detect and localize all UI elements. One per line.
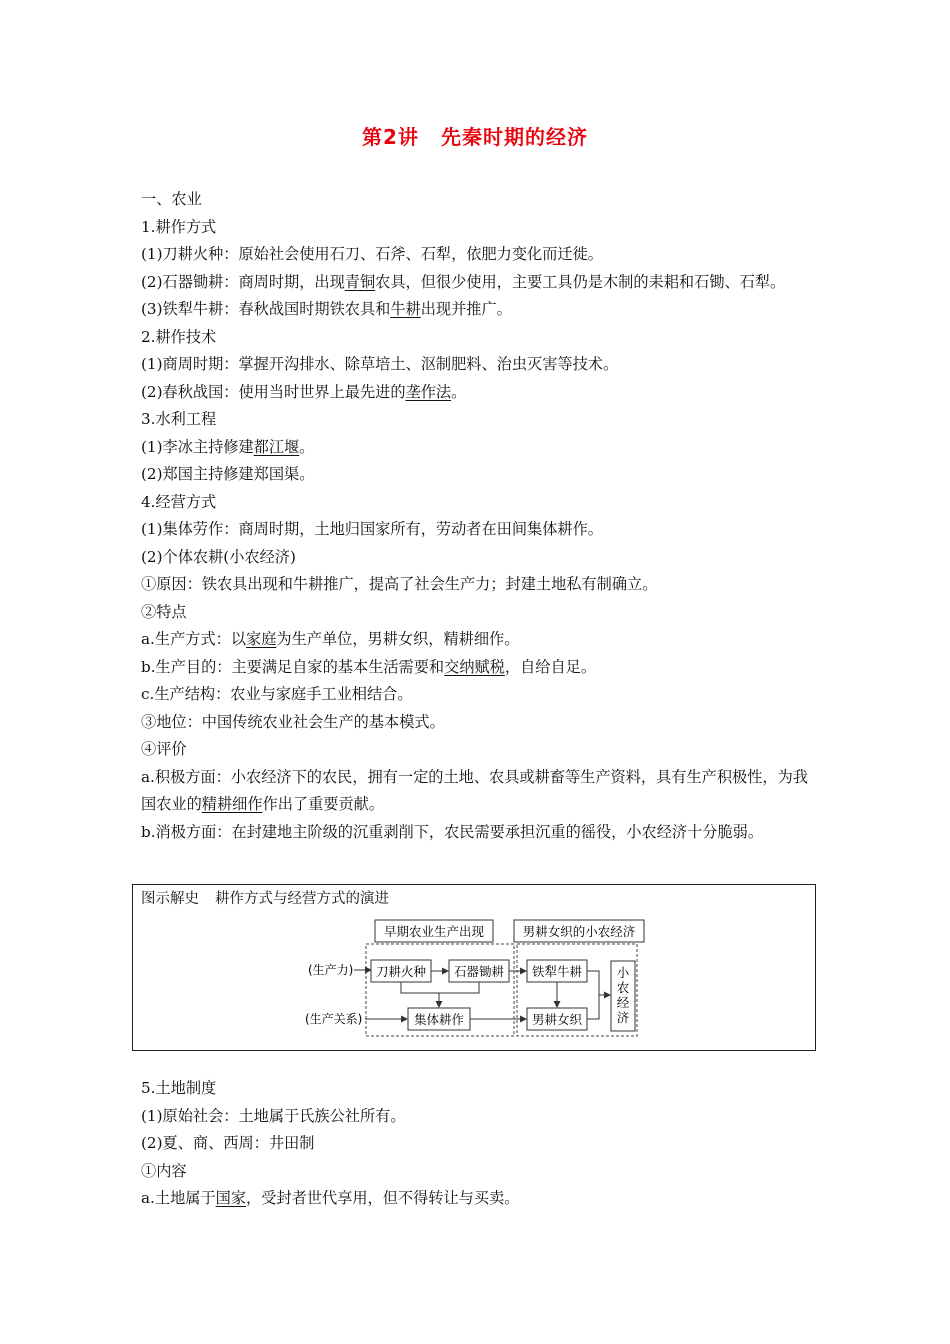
male-female-label: 男耕女织 [531,1012,583,1027]
diagram-caption-title: 耕作方式与经营方式的演进 [215,891,389,907]
underlined-term: 国家 [215,1189,247,1207]
line-text: (1)李冰主持修建 [141,437,254,456]
iron-ox-label: 铁犁牛耕 [531,964,583,979]
diagram-caption-label: 图示解史 [141,891,199,907]
text-line [141,709,821,737]
small-econ-char-3: 经 [616,995,630,1010]
text-line [141,434,821,462]
line-text-after: ，受封者世代享用，但不得转让与买卖。 [246,1189,520,1207]
text-line [141,819,821,847]
stone-hoe-label: 石器锄耕 [453,964,505,979]
line-text-after: 。 [299,437,315,456]
line-text: 4.经营方式 [141,492,217,511]
underlined-term: 都江堰 [253,437,300,456]
line-text: b.消极方面：在封建地主阶级的沉重剥削下，农民需要承担沉重的徭役，小农经济十分脆弱。 [141,822,764,841]
line-text: ③地位：中国传统农业社会生产的基本模式。 [141,712,445,731]
line-text: ①原因：铁农具出现和牛耕推广，提高了社会生产力；封建土地私有制确立。 [141,575,658,593]
underlined-term: 青铜 [344,272,376,291]
line-text: (2)个体农耕(小农经济) [141,547,296,566]
section-agriculture [141,186,821,846]
text-line [141,654,821,682]
text-line [141,351,821,379]
slash-burn-label: 刀耕火种 [375,964,427,979]
text-line [141,406,821,434]
line-text: (1)刀耕火种：原始社会使用石刀、石斧、石犁，依肥力变化而迁徙。 [141,245,603,263]
line-text: 一、农业 [141,190,202,208]
underlined-term: 家庭 [246,630,277,648]
text-line [141,571,821,599]
late-stage-label: 男耕女织的小农经济 [522,924,636,939]
line-text: ②特点 [141,602,187,621]
evolution-diagram-box [132,884,816,1051]
line-text: (2)郑国主持修建郑国渠。 [141,465,315,483]
text-line [141,461,821,489]
lesson-number: 第2讲 [362,125,419,149]
line-text: (3)铁犁牛耕：春秋战国时期铁农具和 [141,300,391,318]
text-line [141,186,821,214]
line-text: 5.土地制度 [141,1079,217,1097]
line-text: ①内容 [141,1161,187,1180]
relations-label: (生产关系) [305,1012,363,1026]
text-line [141,489,821,517]
small-econ-char-1: 小 [616,965,630,980]
text-line [141,736,821,764]
line-text: (2)石器锄耕：商周时期，出现 [141,272,345,291]
early-stage-label: 早期农业生产出现 [383,924,485,939]
text-line [141,1130,821,1158]
lesson-title: 先秦时期的经济 [440,125,588,149]
text-line [141,1185,821,1213]
line-text: 1.耕作方式 [141,217,217,236]
line-text: a.生产方式：以 [141,630,247,648]
line-text-after: 为生产单位，男耕女织，精耕细作。 [276,630,520,648]
collective-label: 集体耕作 [413,1012,465,1027]
underlined-term: 垄作法 [405,382,452,401]
text-line [141,1103,821,1131]
small-econ-char-2: 农 [616,980,630,995]
text-line [141,241,821,269]
line-text: a.土地属于 [141,1189,216,1207]
text-line [141,599,821,627]
text-line [141,626,821,654]
line-text: b.生产目的：主要满足自家的基本生活需要和 [141,657,445,676]
text-line [141,1075,821,1103]
line-text: 3.水利工程 [141,410,217,428]
section-land-system [141,1075,821,1213]
page-title [0,121,950,150]
line-text: ④评价 [141,740,187,758]
line-text-after: 农具，但很少使用，主要工具仍是木制的耒耜和石锄、石犁。 [375,272,786,291]
text-line [141,296,821,324]
underlined-term: 精耕细作 [201,795,263,813]
text-line [141,379,821,407]
productivity-label: (生产力) [308,963,354,977]
text-line [141,764,821,819]
line-text: (1)商周时期：掌握开沟排水、除草培土、沤制肥料、治虫灭害等技术。 [141,355,619,373]
evolution-diagram [133,885,817,1052]
text-line [141,1158,821,1186]
text-line [141,681,821,709]
line-text: c.生产结构：农业与家庭手工业相结合。 [141,685,413,703]
line-text: 2.耕作技术 [141,327,217,346]
line-text-after: 出现并推广。 [420,300,512,318]
line-text-after: ，自给自足。 [504,657,596,676]
line-text-after: 。 [451,382,467,401]
line-text: (2)夏、商、西周：井田制 [141,1134,315,1152]
underlined-term: 牛耕 [390,300,421,318]
small-econ-char-4: 济 [616,1010,630,1025]
underlined-term: 交纳赋税 [444,657,505,676]
line-text: (2)春秋战国：使用当时世界上最先进的 [141,382,406,401]
text-line [141,269,821,297]
text-line [141,324,821,352]
line-text-after: 作出了重要贡献。 [262,795,384,813]
line-text: (1)集体劳作：商周时期，土地归国家所有，劳动者在田间集体耕作。 [141,520,603,538]
text-line [141,544,821,572]
line-text: (1)原始社会：土地属于氏族公社所有。 [141,1106,406,1125]
text-line [141,214,821,242]
line-text: a.积极方面：小农经济下的农民，拥有一定的土地、农具或耕畜等生产资料，具有生产积极性，为我国农业的 [141,767,808,813]
text-line [141,516,821,544]
